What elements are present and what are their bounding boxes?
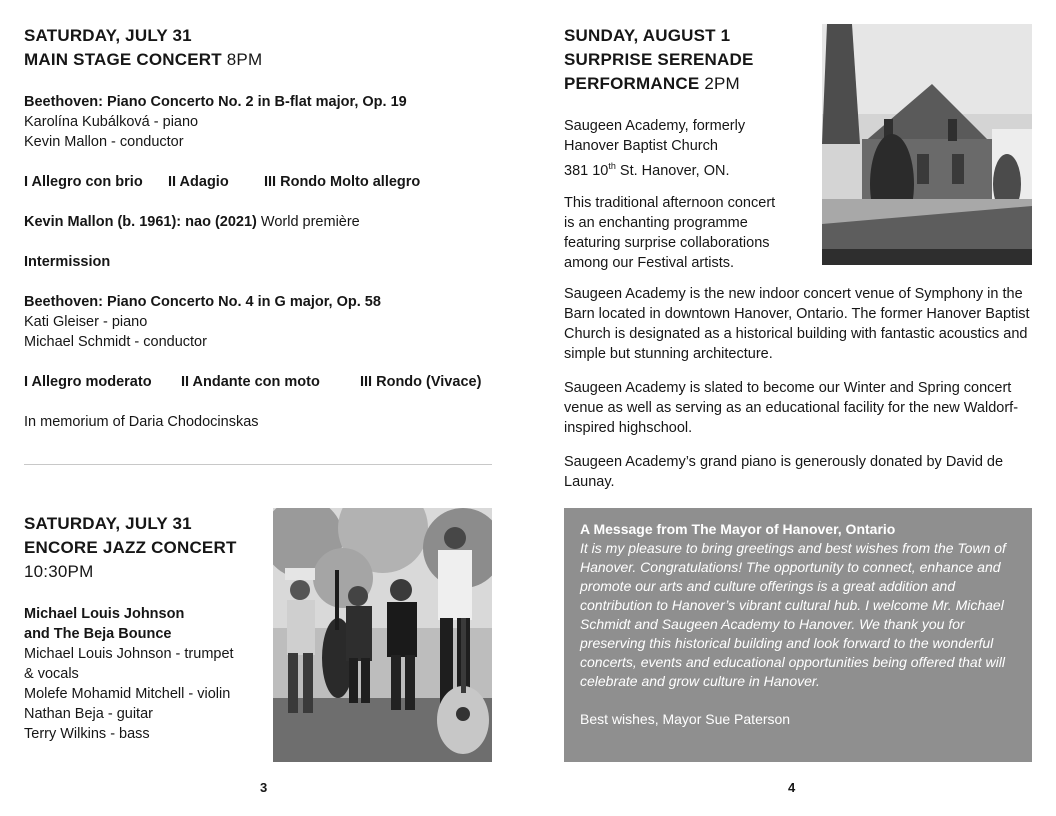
ensemble-line-2: and The Beja Bounce bbox=[24, 626, 172, 642]
work2-note: World première bbox=[260, 214, 360, 230]
section-divider bbox=[24, 464, 492, 465]
memoriam: In memorium of Daria Chodocinskas bbox=[24, 414, 259, 430]
work2-title: Kevin Mallon (b. 1961): nao (2021) bbox=[24, 214, 257, 230]
work3-title: Beethoven: Piano Concerto No. 4 in G major, Op. 58 bbox=[24, 294, 381, 310]
venue-para-2: Saugeen Academy is slated to become our Winter and Spring concert venue as well as serving as an educational facility for the new Waldorf-inspired highschool. bbox=[564, 380, 1019, 436]
main-stage-time: 8PM bbox=[226, 50, 263, 69]
encore-title: ENCORE JAZZ CONCERT bbox=[24, 538, 237, 557]
serenade-title-2: PERFORMANCE bbox=[564, 74, 700, 93]
main-stage-title: MAIN STAGE CONCERT bbox=[24, 50, 222, 69]
message-body: It is my pleasure to bring greetings and best wishes from the Town of Hanover. Congratulations! The opportunity to connect, enhance and promote our arts and culture offerings is a great addition and contribution to Hanover’s vibrant cultural hub. I welcome Mr. Michael Schmidt and Saugeen Academy to Hanover. We thank you for preserving this historical building and look forward to the wonderful concerts, events and educational opportunities being offered that will celebrate and grow culture in Hanover. bbox=[580, 540, 1006, 689]
work1-soloist: Karolína Kubálková - piano bbox=[24, 114, 199, 130]
intermission: Intermission bbox=[24, 254, 111, 270]
work3-movements bbox=[24, 372, 492, 392]
desc-line-2: is an enchanting programme bbox=[564, 214, 748, 231]
member-2: Molefe Mohamid Mitchell - violin bbox=[24, 686, 231, 702]
work1-movements bbox=[24, 172, 492, 192]
desc-line-4: among our Festival artists. bbox=[564, 254, 735, 271]
work3-movement-2: II Andante con moto bbox=[181, 374, 320, 390]
work3-movement-3: III Rondo (Vivace) bbox=[360, 374, 482, 390]
main-stage-heading bbox=[24, 48, 492, 72]
member-1: Michael Louis Johnson - trumpet bbox=[24, 646, 234, 662]
member-3: Nathan Beja - guitar bbox=[24, 706, 153, 722]
mayor-message-box bbox=[564, 508, 1032, 762]
right-page bbox=[564, 0, 1034, 816]
message-title: A Message from The Mayor of Hanover, Ontario bbox=[580, 521, 896, 537]
member-4: Terry Wilkins - bass bbox=[24, 726, 150, 742]
work1-title: Beethoven: Piano Concerto No. 2 in B-flat major, Op. 19 bbox=[24, 94, 407, 110]
desc-line-1: This traditional afternoon concert bbox=[564, 194, 776, 211]
message-signoff: Best wishes, Mayor Sue Paterson bbox=[580, 711, 791, 727]
venue-address bbox=[564, 156, 814, 181]
work1-movement-1: I Allegro con brio bbox=[24, 174, 143, 190]
church-photo bbox=[822, 24, 1032, 265]
jazz-band-photo bbox=[273, 508, 492, 762]
address-number: 381 10 bbox=[564, 162, 609, 179]
main-stage-date: SATURDAY, JULY 31 bbox=[24, 26, 192, 45]
serenade-title-2-line bbox=[564, 72, 814, 96]
encore-date: SATURDAY, JULY 31 bbox=[24, 514, 192, 533]
member-1-cont: & vocals bbox=[24, 666, 79, 682]
venue-para-3: Saugeen Academy’s grand piano is generously donated by David de Launay. bbox=[564, 454, 1004, 490]
serenade-time: 2PM bbox=[704, 74, 740, 93]
desc-line-3: featuring surprise collaborations bbox=[564, 234, 770, 251]
ensemble-line-1: Michael Louis Johnson bbox=[24, 606, 185, 622]
encore-time: 10:30PM bbox=[24, 562, 94, 581]
main-stage-section bbox=[24, 24, 492, 432]
serenade-section bbox=[564, 24, 814, 273]
address-sup: th bbox=[608, 161, 616, 171]
address-rest: St. Hanover, ON. bbox=[615, 162, 730, 179]
serenade-date: SUNDAY, AUGUST 1 bbox=[564, 26, 731, 45]
work3-conductor: Michael Schmidt - conductor bbox=[24, 334, 207, 350]
work1-movement-3: III Rondo Molto allegro bbox=[264, 174, 421, 190]
page-number-left: 3 bbox=[260, 780, 268, 795]
work3-soloist: Kati Gleiser - piano bbox=[24, 314, 148, 330]
work1-movement-2: II Adagio bbox=[168, 174, 229, 190]
work2-line bbox=[24, 212, 492, 232]
work1-conductor: Kevin Mallon - conductor bbox=[24, 134, 184, 150]
venue-line-2: Hanover Baptist Church bbox=[564, 138, 718, 154]
venue-para-1: Saugeen Academy is the new indoor concert venue of Symphony in the Barn located in downtown Hanover, Ontario. The former Hanover Baptist Church is designated as a historical building with fantastic acoustics and simple but stunning architecture. bbox=[564, 286, 1030, 362]
encore-section bbox=[24, 512, 264, 744]
serenade-title-1: SURPRISE SERENADE bbox=[564, 50, 754, 69]
venue-line-1: Saugeen Academy, formerly bbox=[564, 118, 746, 134]
page-number-right: 4 bbox=[788, 780, 796, 795]
venue-info bbox=[564, 284, 1034, 492]
work3-movement-1: I Allegro moderato bbox=[24, 374, 152, 390]
left-page bbox=[24, 0, 492, 816]
